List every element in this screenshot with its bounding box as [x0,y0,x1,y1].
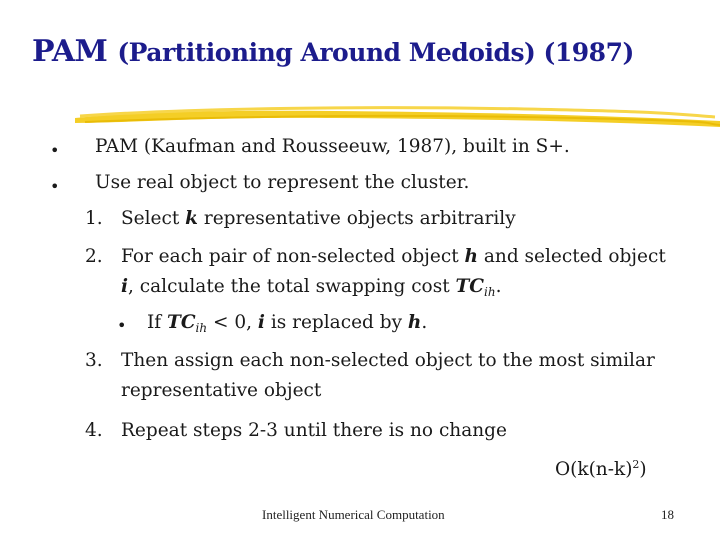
subscript-ih: ih [484,285,496,299]
step-number: 3. [85,350,103,371]
bullet-text-pam: PAM (Kaufman and Rousseeuw, 1987), built in S+. [95,136,570,157]
var-k: k [185,208,198,229]
title-underline-rule [75,104,720,128]
step-2-condition: If $TC_{ih} < 0$, i is replaced by h. [147,312,428,335]
footer-course-title: Intelligent Numerical Computation [262,507,445,522]
complexity-note: $O(k(n-k)^2)$ [555,458,647,480]
step-1-text: Select k representative objects arbitrarily [121,208,516,229]
var-tc: TC [167,312,196,333]
slide-title [32,34,634,69]
step-3-line-2: representative object [121,380,322,401]
bullet-marker: • [50,177,60,196]
step-number: 1. [85,208,103,229]
page-number: 18 [661,507,674,522]
superscript: 2 [632,458,640,471]
step-number: 4. [85,420,103,441]
var-i: i [257,312,265,333]
step-2-line-2: i, calculate the total swapping cost $TC_{ih}$. [121,276,502,299]
step-4-text: Repeat steps 2-3 until there is no change [121,420,507,441]
var-tc: TC [455,276,485,297]
subscript-ih: ih [195,321,208,335]
var-i: i [121,276,129,297]
var-h: h [407,312,422,333]
step-3-line-1: Then assign each non-selected object to the most similar [121,350,655,371]
var-h: h [464,246,478,267]
sub-bullet-marker: • [117,316,127,335]
title-main: PAM [32,34,108,69]
bullet-text-real-object: Use real object to represent the cluster. [95,172,470,193]
step-number: 2. [85,246,103,267]
title-rest: (Partitioning Around Medoids) (1987) [117,38,634,67]
step-2-line-1: For each pair of non-selected object h and selected object [121,246,666,267]
bullet-marker: • [50,141,60,160]
